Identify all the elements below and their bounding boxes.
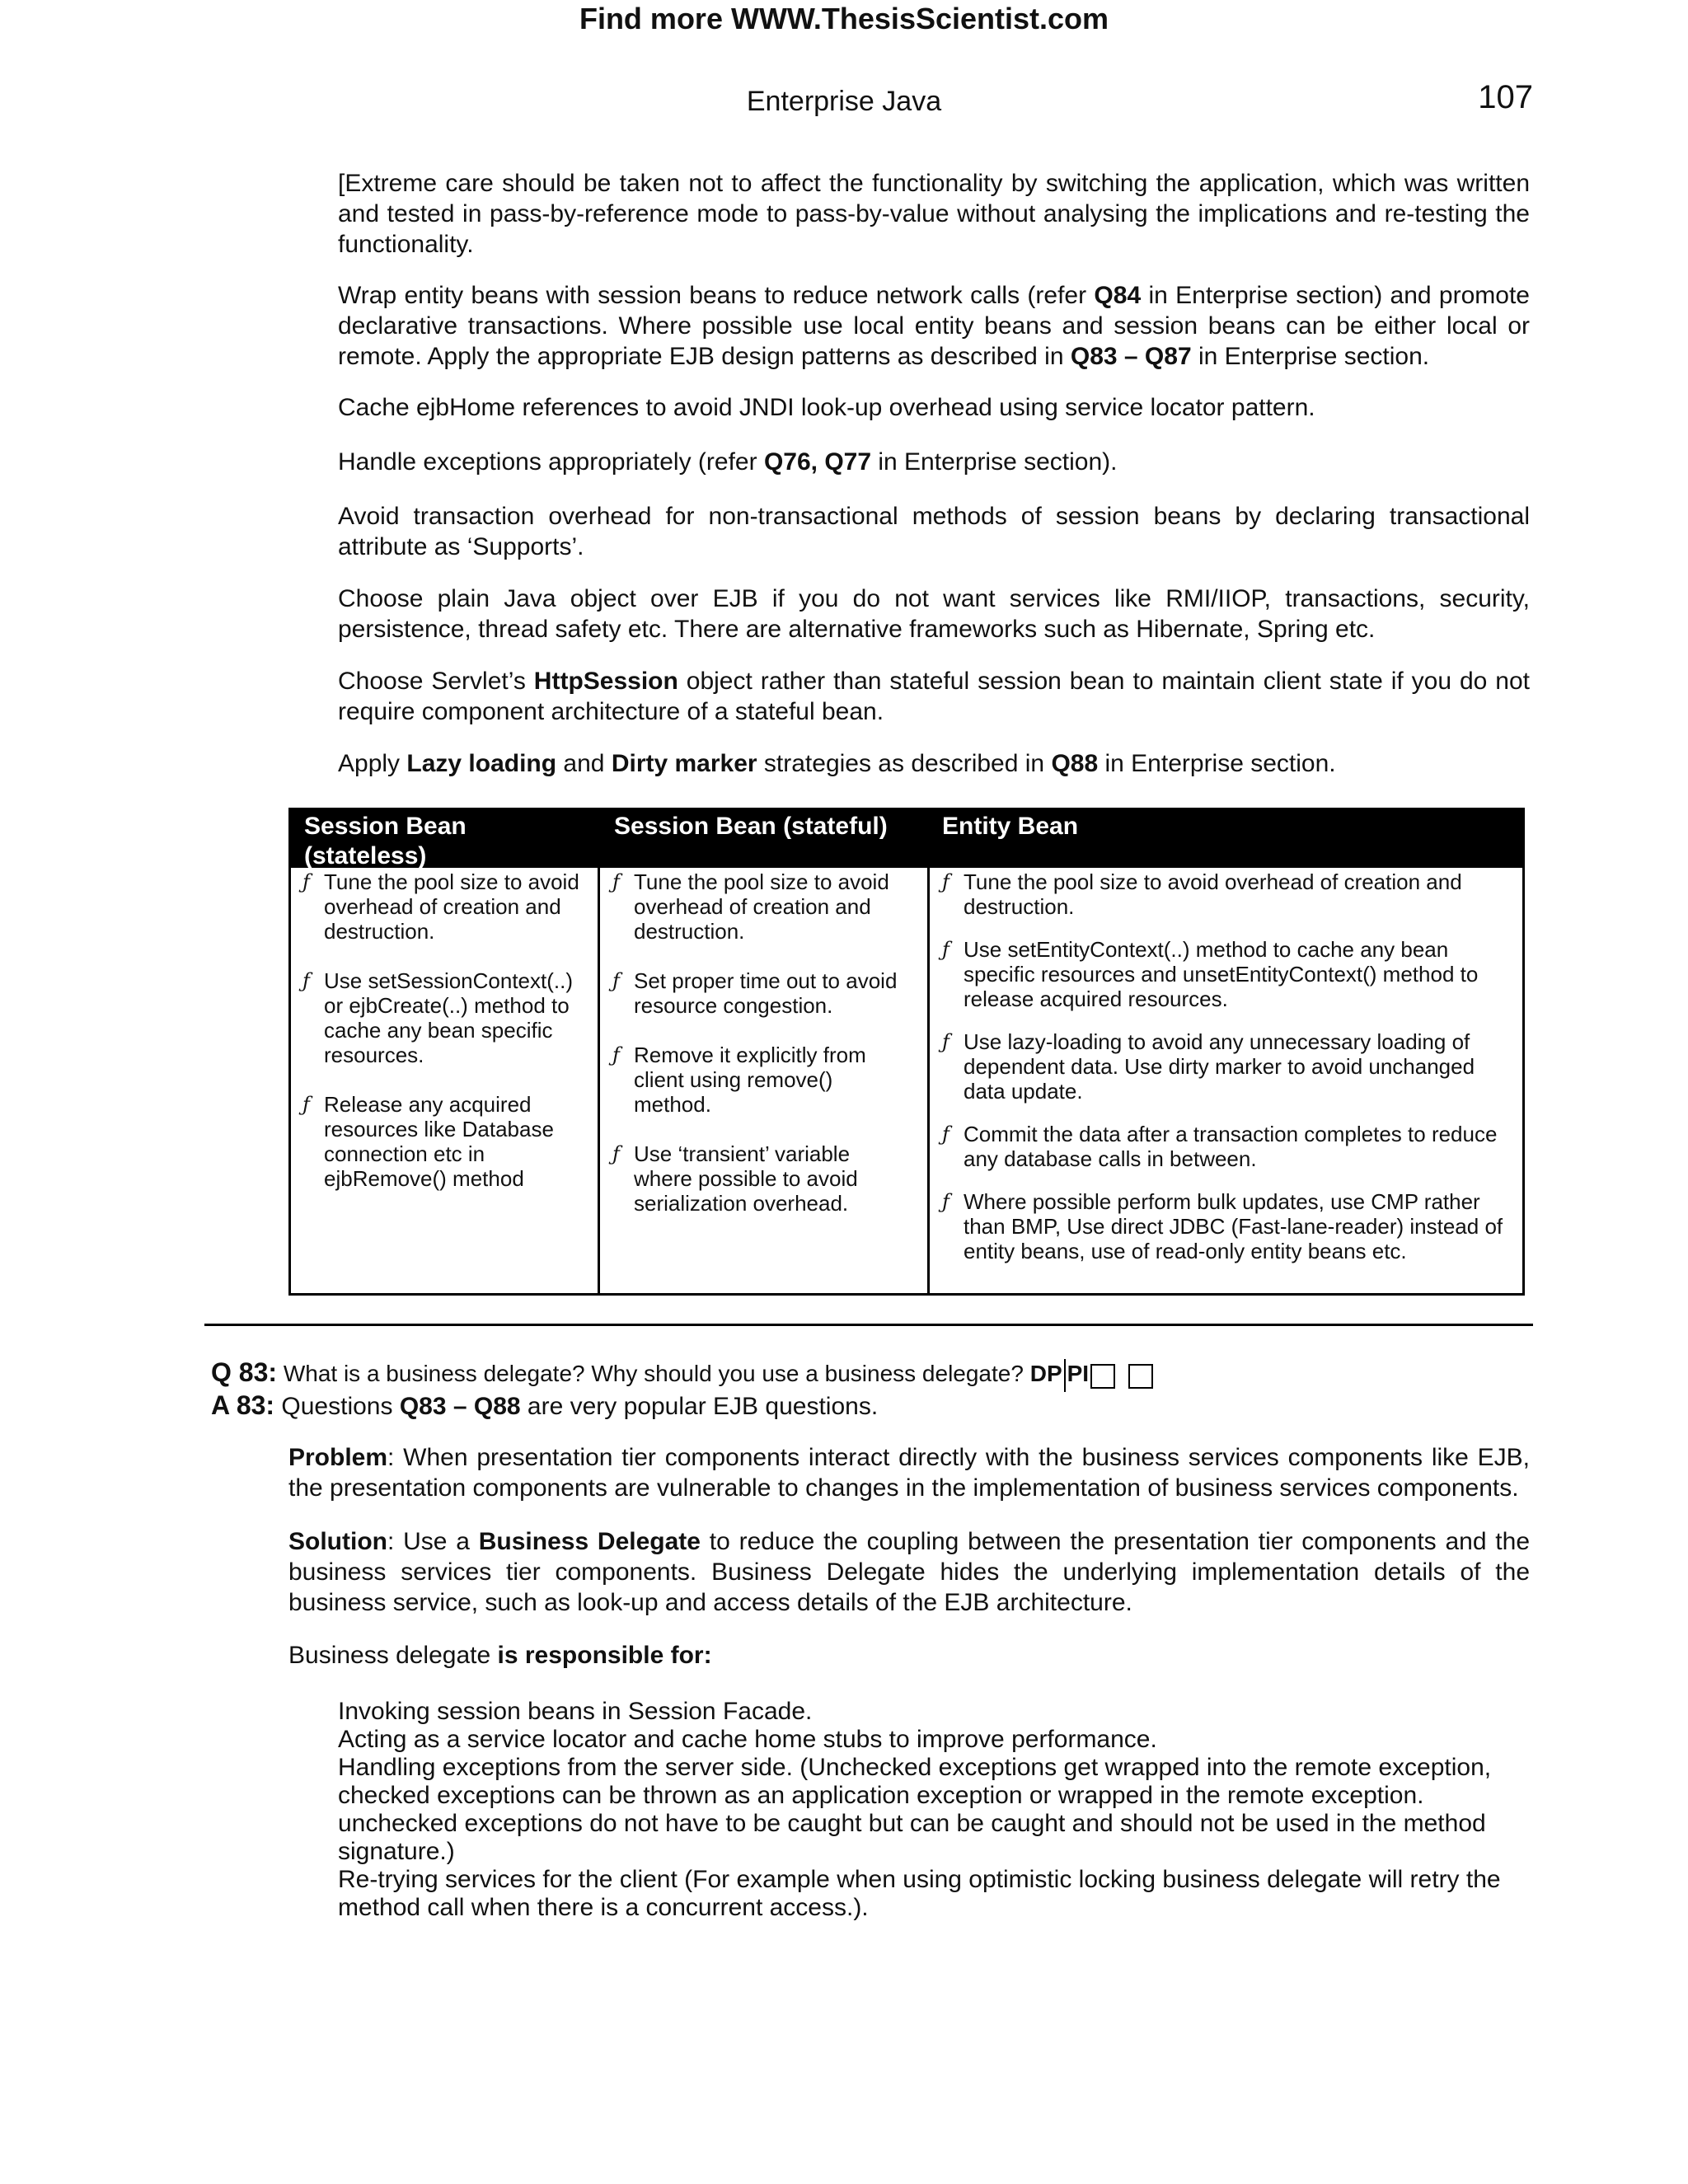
text-cursor bbox=[1064, 1359, 1066, 1392]
tag-box bbox=[1090, 1364, 1115, 1389]
question-tag-pi: PI bbox=[1067, 1361, 1090, 1386]
column-divider bbox=[598, 810, 600, 1293]
list-item: ƒ Remove it explicitly from client using remove() method. bbox=[612, 1043, 866, 1117]
section-divider bbox=[204, 1324, 1533, 1326]
site-banner: Find more WWW.ThesisScientist.com bbox=[579, 2, 1109, 35]
list-item: Re-trying services for the client (For example when using optimistic locking business delegate will retry the method call when there is a concurrent access.). bbox=[338, 1866, 1501, 1921]
running-title: Enterprise Java bbox=[746, 86, 942, 117]
table-header-row bbox=[291, 810, 1522, 868]
paragraph-plain-java: Choose plain Java object over EJB if you do not want services like RMI/IIOP, transactions, security, persistence, thread safety etc. There are alternative frameworks such as Hibernate, Spring etc. bbox=[338, 585, 1530, 643]
list-item: Acting as a service locator and cache home stubs to improve performance. bbox=[338, 1726, 1157, 1753]
answer-label: A 83: bbox=[211, 1390, 275, 1420]
answer-83: A 83: Questions Q83 – Q88 are very popular EJB questions. bbox=[211, 1390, 879, 1420]
paragraph-lazy-loading: Apply Lazy loading and Dirty marker strategies as described in Q88 in Enterprise section. bbox=[338, 750, 1336, 777]
list-item: ƒ Use setSessionContext(..) or ejbCreate(..) method to cache any bean specific resources. bbox=[302, 968, 574, 1067]
tag-box bbox=[1128, 1364, 1153, 1389]
page-number: 107 bbox=[1478, 79, 1533, 115]
column-entity bbox=[939, 869, 1507, 1263]
list-item: ƒ Release any acquired resources like Database connection etc in ejbRemove() method bbox=[302, 1092, 554, 1191]
list-item: Invoking session beans in Session Facade. bbox=[338, 1698, 813, 1725]
column-stateless bbox=[299, 869, 588, 1216]
question-label: Q 83: bbox=[211, 1357, 278, 1387]
paragraph-cache-ejbhome: Cache ejbHome references to avoid JNDI look-up overhead using service locator pattern. bbox=[338, 394, 1315, 421]
list-item: Handling exceptions from the server side. (Unchecked exceptions get wrapped into the remote exception, checked exceptions can be thrown as an application exception or wrapped in the remote exception. unchecked exceptions do not have to be caught but can be caught and should not be used in the method signature.) bbox=[338, 1754, 1492, 1865]
list-item: ƒ Commit the data after a transaction completes to reduce any database calls in between. bbox=[942, 1122, 1498, 1171]
question-text: What is a business delegate? Why should you use a business delegate? bbox=[283, 1361, 1024, 1386]
header-stateful: Session Bean (stateful) bbox=[614, 813, 888, 840]
tag-checkboxes bbox=[1090, 1361, 1153, 1390]
question-83 bbox=[211, 1358, 1153, 1392]
paragraph-httpsession: Choose Servlet’s HttpSession object rather than stateful session bean to maintain client state if you do not require component architecture of a stateful bean. bbox=[338, 668, 1530, 725]
list-item: ƒ Tune the pool size to avoid overhead of creation and destruction. bbox=[612, 869, 889, 944]
paragraph-solution: Solution: Use a Business Delegate to reduce the coupling between the presentation tier components and the business services tier components. Business Delegate hides the underlying implementation details of the business service, such as look-up and access details of the EJB architecture. bbox=[288, 1528, 1531, 1616]
list-item: ƒ Where possible perform bulk updates, use CMP rather than BMP, Use direct JDBC (Fast-lane-reader) instead of entity beans, use of read-only entity beans etc. bbox=[942, 1189, 1503, 1263]
list-item: ƒ Tune the pool size to avoid overhead of creation and destruction. bbox=[942, 869, 1462, 919]
paragraph-pass-by-value: [Extreme care should be taken not to affect the functionality by switching the application, which was written and tested in pass-by-reference mode to pass-by-value without analysing the implications and re-testing the functionality. bbox=[338, 170, 1530, 258]
paragraph-handle-exceptions: Handle exceptions appropriately (refer Q76, Q77 in Enterprise section). bbox=[338, 448, 1118, 476]
list-item: ƒ Use ‘transient’ variable where possible to avoid serialization overhead. bbox=[612, 1141, 858, 1216]
list-item: ƒ Use setEntityContext(..) method to cache any bean specific resources and unsetEntityContext() method to release acquired resources. bbox=[942, 937, 1479, 1011]
list-item: ƒ Set proper time out to avoid resource congestion. bbox=[612, 968, 898, 1018]
question-tag-dp: DP bbox=[1029, 1361, 1062, 1386]
responsibilities-list bbox=[338, 1698, 1530, 1922]
header-stateless: Session Bean (stateless) bbox=[304, 813, 467, 869]
paragraph-wrap-entity-beans: Wrap entity beans with session beans to reduce network calls (refer Q84 in Enterprise section) and promote declarative transactions. Where possible use local entity beans and session beans can be either local or remote. Apply the appropriate EJB design patterns as described in Q83 – Q87 in Enterprise section. bbox=[338, 282, 1530, 370]
list-item: ƒ Use lazy-loading to avoid any unnecessary loading of dependent data. Use dirty marker to avoid unchanged data update. bbox=[942, 1029, 1475, 1104]
list-item: ƒ Tune the pool size to avoid overhead of creation and destruction. bbox=[302, 869, 579, 944]
paragraph-problem: Problem: When presentation tier components interact directly with the business services components like EJB, the presentation components are vulnerable to changes in the implementation of business services components. bbox=[288, 1444, 1530, 1502]
ejb-tuning-table bbox=[288, 808, 1525, 1296]
column-stateful bbox=[609, 869, 914, 1240]
header-entity: Entity Bean bbox=[942, 813, 1079, 840]
column-divider bbox=[927, 810, 930, 1293]
paragraph-responsible-for: Business delegate is responsible for: bbox=[288, 1642, 712, 1669]
paragraph-transaction-overhead: Avoid transaction overhead for non-transactional methods of session beans by declaring transactional attribute as ‘Supports’. bbox=[338, 503, 1530, 560]
